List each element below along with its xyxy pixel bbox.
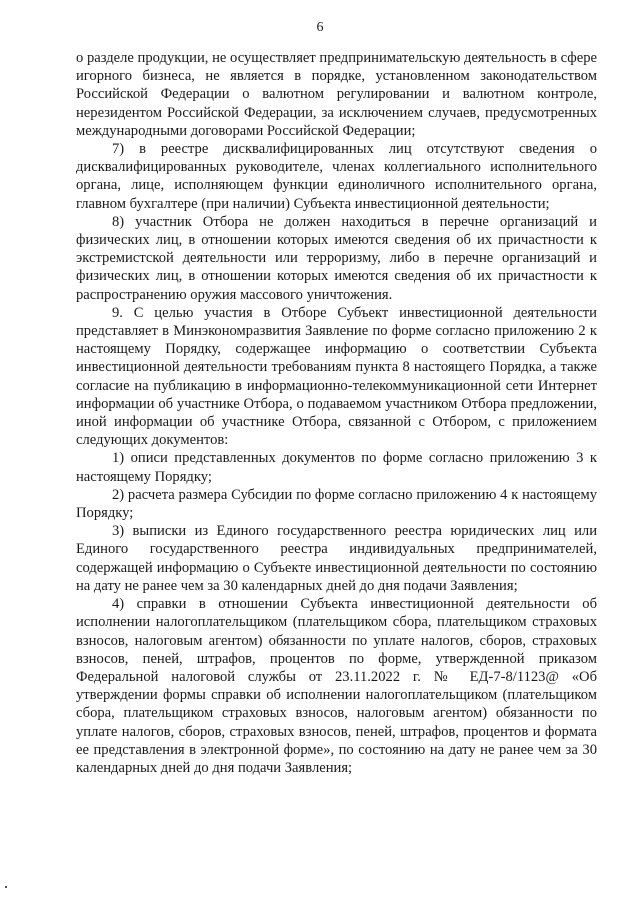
paragraph-continuation: о разделе продукции, не осуществляет предпринимательскую деятельность в сфере игорного бизнеса, не является в порядке, установленном законодательством Российской Федерации о валютном регулировании и валютном контроле, нерезидентом Российской Федерации, за исключением случаев, предусмотренных международными договорами Российской Федерации; <box>76 50 597 139</box>
paragraph-item-7: 7) в реестре дисквалифицированных лиц отсутствуют сведения о дисквалифицированных руководителе, членах коллегиального исполнительного органа, лице, исполняющем функции единоличного исполнительного органа, главном бухгалтере (при наличии) Субъекта инвестиционной деятельности; <box>76 141 597 212</box>
scan-artifact-dot <box>5 886 7 888</box>
document-body <box>76 49 597 777</box>
page-number: 6 <box>316 20 324 35</box>
paragraph-doc-4: 4) справки в отношении Субъекта инвестиционной деятельности об исполнении налогоплательщиком (плательщиком сбора, плательщиком страховых взносов, налоговым агентом) обязанности по уплате налогов, сборов, страховых взносов, пеней, штрафов, процентов по форме, утвержденной приказом Федеральной налоговой службы от 23.11.2022 г. № ЕД-7-8/1123@ «Об утверждении формы справки об исполнении налогоплательщиком (плательщиком сбора, плательщиком страховых взносов, налоговым агентом) обязанности по уплате налогов, сборов, страховых взносов, пеней, штрафов, процентов и формата ее представления в электронной форме», по состоянию на дату не ранее чем за 30 календарных дней до дня подачи Заявления; <box>76 596 597 776</box>
paragraph-doc-3: 3) выписки из Единого государственного реестра юридических лиц или Единого государственного реестра индивидуальных предпринимателей, содержащей информацию о Субъекте инвестиционной деятельности по состоянию на дату не ранее чем за 30 календарных дней до дня подачи Заявления; <box>76 523 597 594</box>
paragraph-item-8: 8) участник Отбора не должен находиться в перечне организаций и физических лиц, в отношении которых имеются сведения об их причастности к экстремистской деятельности или терроризму, либо в перечне организаций и физических лиц, в отношении которых имеются сведения об их причастности к распространению оружия массового уничтожения. <box>76 213 597 303</box>
paragraph-doc-2: 2) расчета размера Субсидии по форме согласно приложению 4 к настоящему Порядку; <box>76 486 597 522</box>
paragraph-doc-1: 1) описи представленных документов по форме согласно приложению 3 к настоящему Порядку; <box>76 450 597 485</box>
paragraph-clause-9: 9. С целью участия в Отборе Субъект инвестиционной деятельности представляет в Минэкономразвития Заявление по форме согласно приложению 2 к настоящему Порядку, содержащее информацию о соответствии Субъекта инвестиционной деятельности требованиям пункта 8 настоящего Порядка, а также согласие на публикацию в информационно-телекоммуникационной сети Интернет информации об участнике Отбора, о подаваемом участником Отбора предложении, иной информации об участнике Отбора, связанной с Отбором, с приложением следующих документов: <box>76 304 597 449</box>
